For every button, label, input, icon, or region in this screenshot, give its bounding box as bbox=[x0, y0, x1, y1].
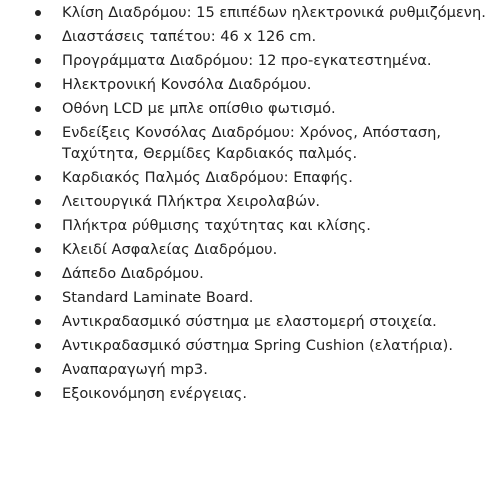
bullet-icon bbox=[35, 106, 41, 112]
list-item-text: Standard Laminate Board. bbox=[62, 289, 254, 306]
list-item-text: Οθόνη LCD με μπλε οπίσθιο φωτισμό. bbox=[62, 100, 336, 117]
list-item bbox=[0, 215, 500, 236]
spec-list bbox=[0, 2, 500, 407]
list-item bbox=[0, 263, 500, 284]
bullet-icon bbox=[35, 343, 41, 349]
bullet-icon bbox=[35, 391, 41, 397]
list-item bbox=[0, 383, 500, 404]
list-item bbox=[0, 167, 500, 188]
list-item-text: Ηλεκτρονική Κονσόλα Διαδρόμου. bbox=[62, 76, 312, 93]
list-item bbox=[0, 50, 500, 71]
bullet-icon bbox=[35, 247, 41, 253]
list-item-text: Καρδιακός Παλμός Διαδρόμου: Επαφής. bbox=[62, 169, 353, 186]
list-item bbox=[0, 2, 500, 23]
list-item bbox=[0, 335, 500, 356]
bullet-icon bbox=[35, 367, 41, 373]
bullet-icon bbox=[35, 10, 41, 16]
bullet-icon bbox=[35, 82, 41, 88]
list-item-text: Αναπαραγωγή mp3. bbox=[62, 361, 208, 378]
bullet-icon bbox=[35, 271, 41, 277]
list-item-text: Πλήκτρα ρύθμισης ταχύτητας και κλίσης. bbox=[62, 217, 371, 234]
list-item-text: Προγράμματα Διαδρόμου: 12 προ-εγκατεστημένα. bbox=[62, 52, 432, 69]
list-item bbox=[0, 311, 500, 332]
bullet-icon bbox=[35, 58, 41, 64]
bullet-icon bbox=[35, 319, 41, 325]
list-item-text: Ενδείξεις Κονσόλας Διαδρόμου: Χρόνος, Απόσταση, Ταχύτητα, Θερμίδες Καρδιακός παλμός. bbox=[62, 124, 442, 162]
list-item bbox=[0, 26, 500, 47]
list-item bbox=[0, 74, 500, 95]
list-item bbox=[0, 287, 500, 308]
bullet-icon bbox=[35, 130, 41, 136]
list-item-text: Λειτουργικά Πλήκτρα Χειρολαβών. bbox=[62, 193, 321, 210]
list-item bbox=[0, 98, 500, 119]
list-item-text: Κλειδί Ασφαλείας Διαδρόμου. bbox=[62, 241, 278, 258]
list-item bbox=[0, 239, 500, 260]
bullet-icon bbox=[35, 223, 41, 229]
list-item-text: Αντικραδασμικό σύστημα Spring Cushion (ελατήρια). bbox=[62, 337, 453, 354]
list-item bbox=[0, 122, 500, 164]
bullet-icon bbox=[35, 175, 41, 181]
bullet-icon bbox=[35, 295, 41, 301]
list-item bbox=[0, 359, 500, 380]
list-item-text: Διαστάσεις ταπέτου: 46 x 126 cm. bbox=[62, 28, 317, 45]
list-item bbox=[0, 191, 500, 212]
bullet-icon bbox=[35, 34, 41, 40]
bullet-icon bbox=[35, 199, 41, 205]
list-item-text: Δάπεδο Διαδρόμου. bbox=[62, 265, 204, 282]
list-item-text: Εξοικονόμηση ενέργειας. bbox=[62, 385, 247, 402]
list-item-text: Αντικραδασμικό σύστημα με ελαστομερή στοιχεία. bbox=[62, 313, 437, 330]
list-item-text: Κλίση Διαδρόμου: 15 επιπέδων ηλεκτρονικά ρυθμιζόμενη. bbox=[62, 4, 486, 21]
